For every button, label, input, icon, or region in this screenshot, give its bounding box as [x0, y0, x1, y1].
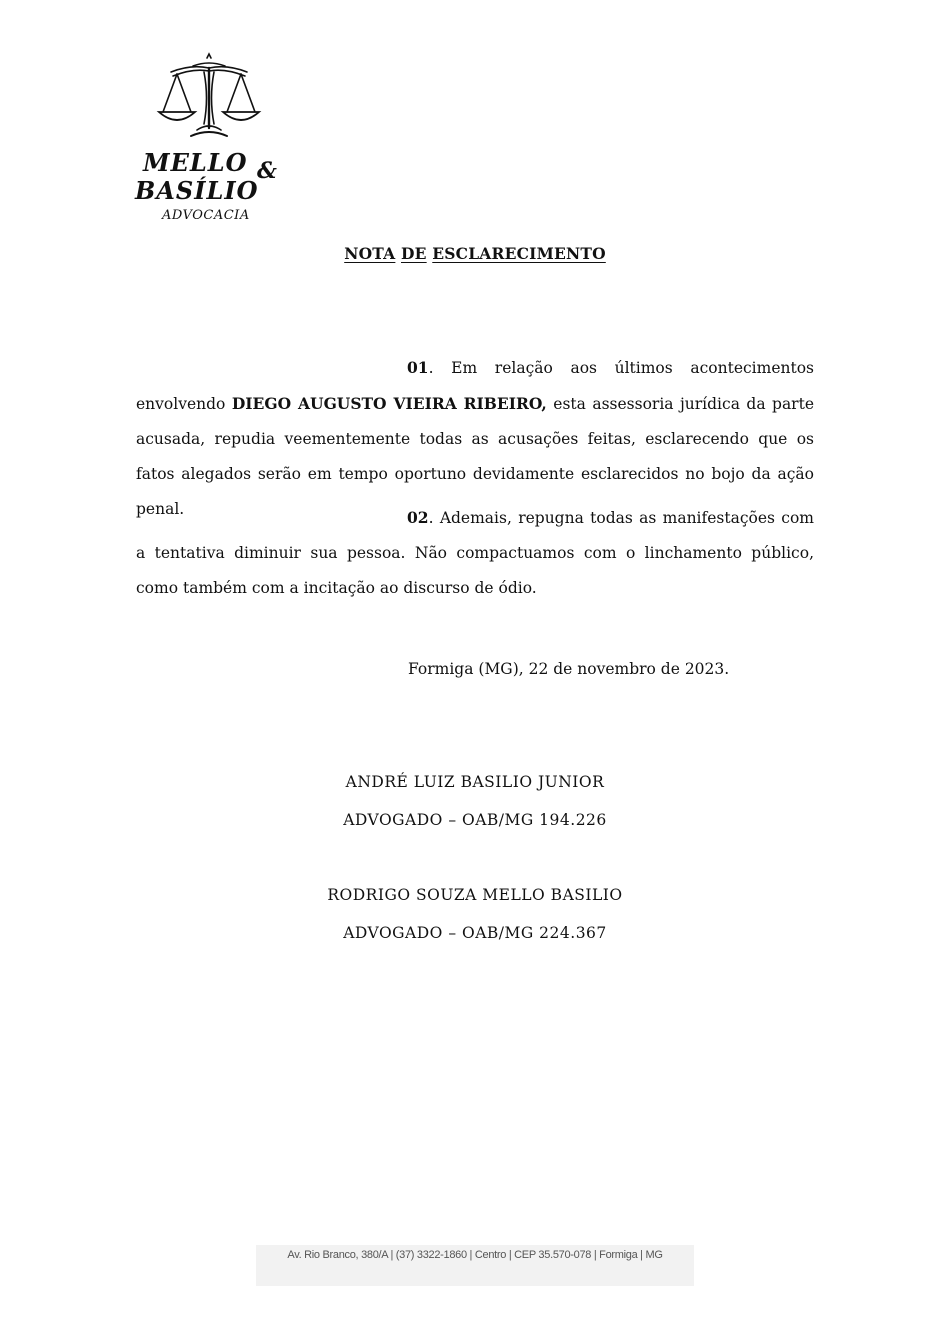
footer-address: Av. Rio Branco, 380/A | (37) 3322-1860 | Centro | CEP 35.570-078 | Formiga | MG	[287, 1249, 663, 1261]
logo-text-basilio: BASÍLIO	[135, 176, 259, 205]
paragraph-number: 01	[407, 358, 429, 377]
logo-text-mello: MELLO	[143, 148, 248, 177]
signatory-1-role: ADVOGADO – OAB/MG 194.226	[343, 811, 607, 829]
document-date: Formiga (MG), 22 de novembro de 2023.	[408, 660, 730, 678]
footer-bar	[256, 1245, 694, 1286]
title-word-1: NOTA	[344, 244, 396, 263]
document-title	[0, 244, 950, 263]
accused-name: DIEGO AUGUSTO VIEIRA RIBEIRO,	[231, 394, 547, 413]
logo-subtitle: ADVOCACIA	[162, 208, 250, 223]
signatory-2-role: ADVOGADO – OAB/MG 224.367	[343, 924, 607, 942]
paragraph-text: . Em relação aos últimos acontecimentos envolvendo	[136, 359, 814, 413]
scales-of-justice-icon	[133, 52, 293, 152]
paragraph-text: esta assessoria jurídica da parte acusada, repudia veementemente todas as acusações feitas, esclarecendo que os fatos alegados serão em tempo oportuno devidamente esclarecidos no bojo da ação penal.	[136, 395, 814, 518]
signatory-1-name: ANDRÉ LUIZ BASILIO JUNIOR	[345, 773, 605, 791]
paragraph-text: . Ademais, repugna todas as manifestações com a tentativa diminuir sua pessoa. Não compactuamos com o linchamento público, como também com a incitação ao discurso de ódio.	[136, 509, 814, 597]
paragraph-02	[136, 500, 814, 606]
signatory-2-name: RODRIGO SOUZA MELLO BASILIO	[327, 886, 623, 904]
firm-logo	[133, 52, 293, 232]
title-word-2: DE	[401, 244, 427, 263]
title-word-3: ESCLARECIMENTO	[432, 244, 606, 263]
paragraph-number: 02	[407, 508, 429, 527]
logo-ampersand: &	[257, 158, 278, 184]
